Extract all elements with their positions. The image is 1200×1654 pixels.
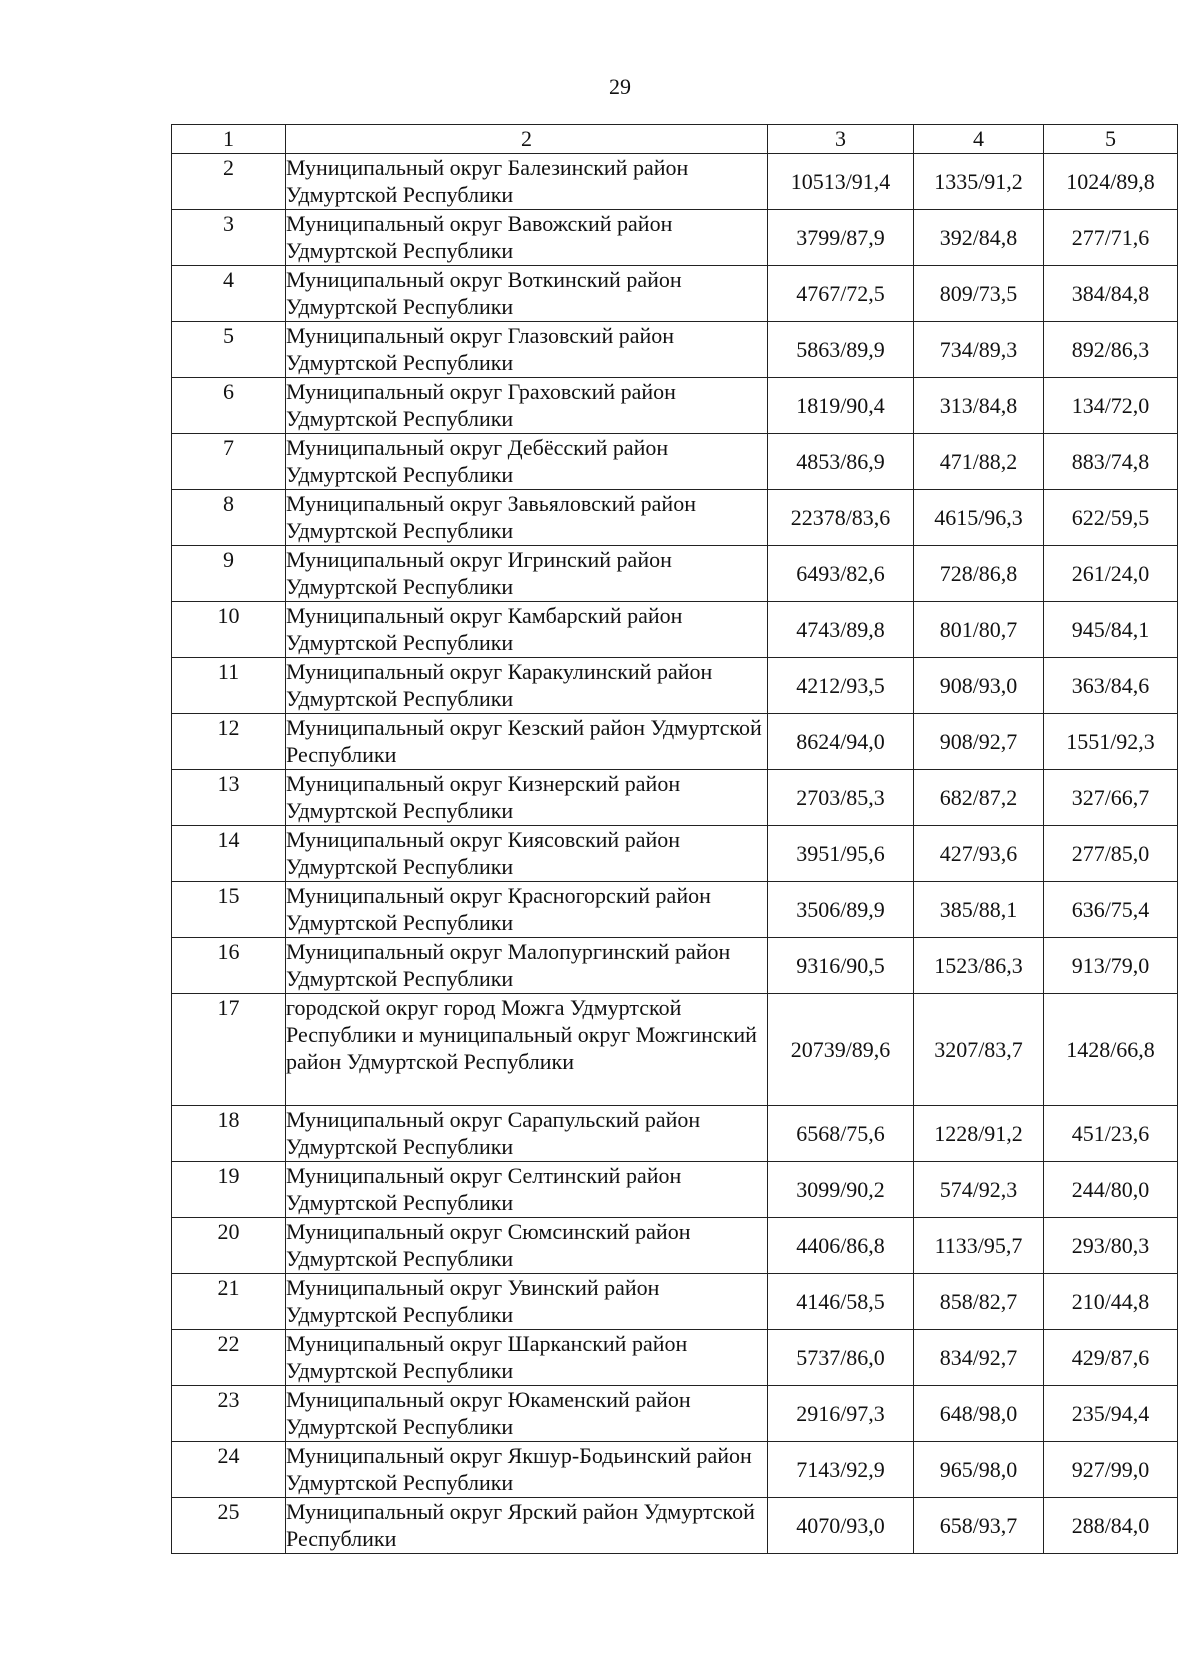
column-4-value-cell: 965/98,0 <box>914 1442 1044 1498</box>
row-number-cell: 6 <box>172 378 286 434</box>
column-4-value-cell: 471/88,2 <box>914 434 1044 490</box>
column-3-value-cell: 10513/91,4 <box>768 154 914 210</box>
column-4-value-cell: 728/86,8 <box>914 546 1044 602</box>
table-row <box>172 546 1178 602</box>
column-3-value-cell: 4146/58,5 <box>768 1274 914 1330</box>
row-number-cell: 3 <box>172 210 286 266</box>
column-4-value-cell: 1523/86,3 <box>914 938 1044 994</box>
table-row <box>172 1498 1178 1554</box>
column-5-value-cell: 210/44,8 <box>1044 1274 1178 1330</box>
column-4-value-cell: 427/93,6 <box>914 826 1044 882</box>
column-3-value-cell: 2916/97,3 <box>768 1386 914 1442</box>
row-number-cell: 14 <box>172 826 286 882</box>
table-row <box>172 1106 1178 1162</box>
column-4-value-cell: 908/93,0 <box>914 658 1044 714</box>
column-3-value-cell: 5863/89,9 <box>768 322 914 378</box>
table-row <box>172 1442 1178 1498</box>
row-number-cell: 23 <box>172 1386 286 1442</box>
row-number-cell: 22 <box>172 1330 286 1386</box>
column-3-value-cell: 4743/89,8 <box>768 602 914 658</box>
column-5-value-cell: 945/84,1 <box>1044 602 1178 658</box>
row-number-cell: 18 <box>172 1106 286 1162</box>
column-3-value-cell: 7143/92,9 <box>768 1442 914 1498</box>
table-row <box>172 210 1178 266</box>
row-number-cell: 10 <box>172 602 286 658</box>
column-3-value-cell: 4406/86,8 <box>768 1218 914 1274</box>
column-5-value-cell: 927/99,0 <box>1044 1442 1178 1498</box>
row-number-cell: 25 <box>172 1498 286 1554</box>
column-3-value-cell: 4070/93,0 <box>768 1498 914 1554</box>
municipality-name-cell: Муниципальный округ Каракулинский район Удмуртской Республики <box>286 658 768 714</box>
column-5-value-cell: 288/84,0 <box>1044 1498 1178 1554</box>
column-5-value-cell: 277/85,0 <box>1044 826 1178 882</box>
column-5-value-cell: 892/86,3 <box>1044 322 1178 378</box>
column-3-value-cell: 3099/90,2 <box>768 1162 914 1218</box>
municipality-name-cell: Муниципальный округ Юкаменский район Удмуртской Республики <box>286 1386 768 1442</box>
header-cell-2: 2 <box>286 125 768 154</box>
column-4-value-cell: 313/84,8 <box>914 378 1044 434</box>
row-number-cell: 7 <box>172 434 286 490</box>
column-5-value-cell: 261/24,0 <box>1044 546 1178 602</box>
column-5-value-cell: 913/79,0 <box>1044 938 1178 994</box>
row-number-cell: 21 <box>172 1274 286 1330</box>
column-4-value-cell: 809/73,5 <box>914 266 1044 322</box>
column-3-value-cell: 3799/87,9 <box>768 210 914 266</box>
column-5-value-cell: 235/94,4 <box>1044 1386 1178 1442</box>
column-5-value-cell: 1551/92,3 <box>1044 714 1178 770</box>
column-5-value-cell: 451/23,6 <box>1044 1106 1178 1162</box>
table-row <box>172 938 1178 994</box>
municipality-name-cell: Муниципальный округ Камбарский район Удмуртской Республики <box>286 602 768 658</box>
municipality-name-cell: Муниципальный округ Дебёсский район Удмуртской Республики <box>286 434 768 490</box>
column-3-value-cell: 6568/75,6 <box>768 1106 914 1162</box>
column-5-value-cell: 429/87,6 <box>1044 1330 1178 1386</box>
table-row <box>172 154 1178 210</box>
municipality-name-cell: Муниципальный округ Шарканский район Удмуртской Республики <box>286 1330 768 1386</box>
column-5-value-cell: 134/72,0 <box>1044 378 1178 434</box>
column-4-value-cell: 3207/83,7 <box>914 994 1044 1106</box>
column-3-value-cell: 20739/89,6 <box>768 994 914 1106</box>
municipality-name-cell: Муниципальный округ Граховский район Удмуртской Республики <box>286 378 768 434</box>
column-4-value-cell: 908/92,7 <box>914 714 1044 770</box>
column-5-value-cell: 363/84,6 <box>1044 658 1178 714</box>
table-row <box>172 1330 1178 1386</box>
row-number-cell: 9 <box>172 546 286 602</box>
header-row <box>172 125 1178 154</box>
municipality-name-cell: Муниципальный округ Вавожский район Удмуртской Республики <box>286 210 768 266</box>
header-cell-5: 5 <box>1044 125 1178 154</box>
column-5-value-cell: 883/74,8 <box>1044 434 1178 490</box>
municipality-name-cell: Муниципальный округ Игринский район Удмуртской Республики <box>286 546 768 602</box>
column-4-value-cell: 658/93,7 <box>914 1498 1044 1554</box>
column-3-value-cell: 3506/89,9 <box>768 882 914 938</box>
column-5-value-cell: 384/84,8 <box>1044 266 1178 322</box>
column-4-value-cell: 574/92,3 <box>914 1162 1044 1218</box>
column-3-value-cell: 2703/85,3 <box>768 770 914 826</box>
table-row <box>172 322 1178 378</box>
row-number-cell: 13 <box>172 770 286 826</box>
row-number-cell: 17 <box>172 994 286 1106</box>
row-number-cell: 24 <box>172 1442 286 1498</box>
row-number-cell: 8 <box>172 490 286 546</box>
municipality-name-cell: Муниципальный округ Киясовский район Удмуртской Республики <box>286 826 768 882</box>
column-3-value-cell: 4767/72,5 <box>768 266 914 322</box>
column-3-value-cell: 1819/90,4 <box>768 378 914 434</box>
table-row <box>172 714 1178 770</box>
table-row <box>172 434 1178 490</box>
municipality-name-cell: Муниципальный округ Ярский район Удмуртской Республики <box>286 1498 768 1554</box>
table-body <box>172 154 1178 1554</box>
column-3-value-cell: 4853/86,9 <box>768 434 914 490</box>
row-number-cell: 2 <box>172 154 286 210</box>
row-number-cell: 12 <box>172 714 286 770</box>
column-4-value-cell: 734/89,3 <box>914 322 1044 378</box>
row-number-cell: 11 <box>172 658 286 714</box>
table-row <box>172 1218 1178 1274</box>
municipality-name-cell: Муниципальный округ Красногорский район Удмуртской Республики <box>286 882 768 938</box>
table-row <box>172 770 1178 826</box>
column-3-value-cell: 3951/95,6 <box>768 826 914 882</box>
column-4-value-cell: 1335/91,2 <box>914 154 1044 210</box>
column-3-value-cell: 5737/86,0 <box>768 1330 914 1386</box>
column-4-value-cell: 1133/95,7 <box>914 1218 1044 1274</box>
municipality-name-cell: Муниципальный округ Сарапульский район Удмуртской Республики <box>286 1106 768 1162</box>
header-cell-1: 1 <box>172 125 286 154</box>
table-row <box>172 658 1178 714</box>
municipality-name-cell: Муниципальный округ Завьяловский район Удмуртской Республики <box>286 490 768 546</box>
column-4-value-cell: 682/87,2 <box>914 770 1044 826</box>
column-3-value-cell: 8624/94,0 <box>768 714 914 770</box>
municipality-name-cell: Муниципальный округ Балезинский район Удмуртской Республики <box>286 154 768 210</box>
column-5-value-cell: 293/80,3 <box>1044 1218 1178 1274</box>
column-4-value-cell: 1228/91,2 <box>914 1106 1044 1162</box>
column-3-value-cell: 6493/82,6 <box>768 546 914 602</box>
municipality-name-cell: Муниципальный округ Селтинский район Удмуртской Республики <box>286 1162 768 1218</box>
table-row <box>172 602 1178 658</box>
table-row <box>172 994 1178 1106</box>
table-row <box>172 266 1178 322</box>
column-4-value-cell: 858/82,7 <box>914 1274 1044 1330</box>
municipality-name-cell: Муниципальный округ Малопургинский район Удмуртской Республики <box>286 938 768 994</box>
municipality-name-cell: Муниципальный округ Сюмсинский район Удмуртской Республики <box>286 1218 768 1274</box>
table-row <box>172 1162 1178 1218</box>
column-4-value-cell: 801/80,7 <box>914 602 1044 658</box>
table-row <box>172 378 1178 434</box>
municipality-name-cell: Муниципальный округ Увинский район Удмуртской Республики <box>286 1274 768 1330</box>
row-number-cell: 16 <box>172 938 286 994</box>
column-5-value-cell: 622/59,5 <box>1044 490 1178 546</box>
municipality-name-cell: Муниципальный округ Кизнерский район Удмуртской Республики <box>286 770 768 826</box>
table-row <box>172 826 1178 882</box>
column-5-value-cell: 636/75,4 <box>1044 882 1178 938</box>
column-5-value-cell: 327/66,7 <box>1044 770 1178 826</box>
column-5-value-cell: 1428/66,8 <box>1044 994 1178 1106</box>
row-number-cell: 20 <box>172 1218 286 1274</box>
row-number-cell: 4 <box>172 266 286 322</box>
municipality-name-cell: Муниципальный округ Глазовский район Удмуртской Республики <box>286 322 768 378</box>
row-number-cell: 15 <box>172 882 286 938</box>
column-4-value-cell: 834/92,7 <box>914 1330 1044 1386</box>
column-3-value-cell: 22378/83,6 <box>768 490 914 546</box>
municipality-name-cell: Муниципальный округ Воткинский район Удмуртской Республики <box>286 266 768 322</box>
column-4-value-cell: 392/84,8 <box>914 210 1044 266</box>
data-table <box>171 124 1178 1554</box>
column-5-value-cell: 1024/89,8 <box>1044 154 1178 210</box>
municipality-name-cell: Муниципальный округ Кезский район Удмуртской Республики <box>286 714 768 770</box>
municipality-name-cell: Муниципальный округ Якшур-Бодьинский район Удмуртской Республики <box>286 1442 768 1498</box>
column-3-value-cell: 4212/93,5 <box>768 658 914 714</box>
table-row <box>172 882 1178 938</box>
header-cell-3: 3 <box>768 125 914 154</box>
column-5-value-cell: 244/80,0 <box>1044 1162 1178 1218</box>
column-4-value-cell: 385/88,1 <box>914 882 1044 938</box>
table-row <box>172 1386 1178 1442</box>
row-number-cell: 19 <box>172 1162 286 1218</box>
column-3-value-cell: 9316/90,5 <box>768 938 914 994</box>
table-row <box>172 490 1178 546</box>
column-4-value-cell: 4615/96,3 <box>914 490 1044 546</box>
page-number: 29 <box>609 74 631 99</box>
table-row <box>172 1274 1178 1330</box>
header-cell-4: 4 <box>914 125 1044 154</box>
column-5-value-cell: 277/71,6 <box>1044 210 1178 266</box>
column-4-value-cell: 648/98,0 <box>914 1386 1044 1442</box>
row-number-cell: 5 <box>172 322 286 378</box>
municipality-name-cell: городской округ город Можга Удмуртской Республики и муниципальный округ Можгинский район Удмуртской Республики <box>286 994 768 1106</box>
